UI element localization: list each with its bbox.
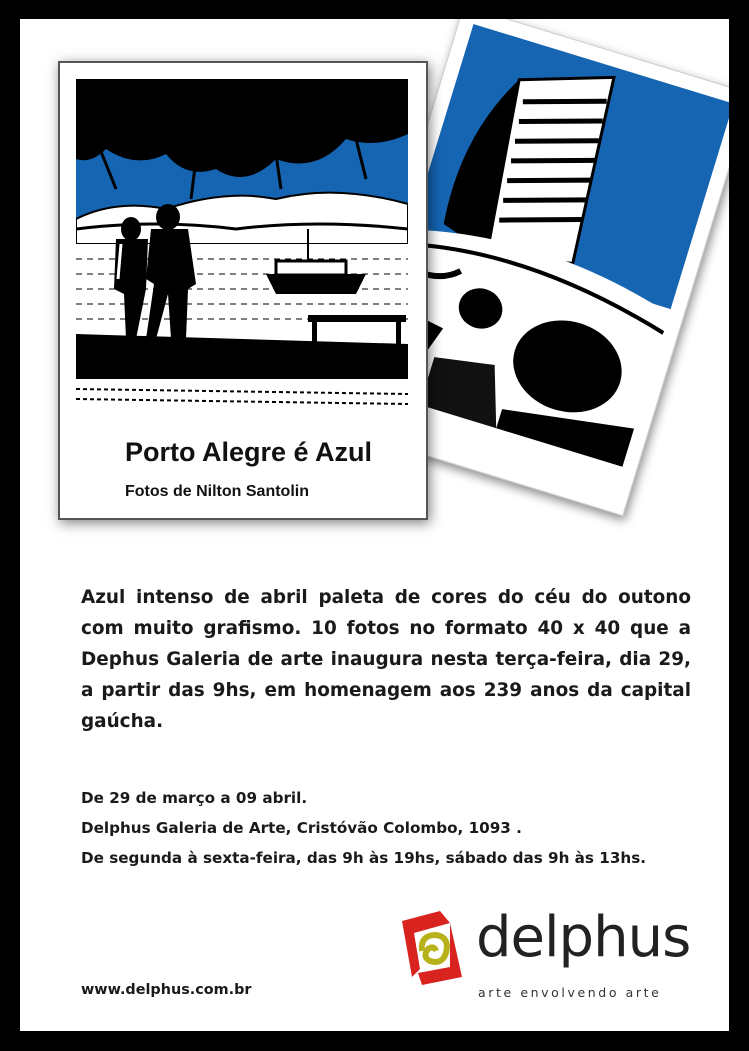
logo-tagline: arte envolvendo arte <box>478 985 662 1000</box>
event-hours: De segunda à sexta-feira, das 9h às 19hs, sábado das 9h às 13hs. <box>81 849 647 867</box>
description-paragraph: Azul intenso de abril paleta de cores do céu do outono com muito grafismo. 10 fotos no formato 40 x 40 que a Dephus Galeria de arte inaugura nesta terça-feira, dia 29, a partir das 9hs, em homenagem aos 239 anos da capital gaúcha. <box>81 587 691 732</box>
event-dates: De 29 de março a 09 abril. <box>81 789 308 807</box>
delphus-logo <box>392 907 692 1007</box>
logo-wordmark: delphus <box>476 905 691 970</box>
lake-photo-card <box>58 61 428 520</box>
event-address: Delphus Galeria de Arte, Cristóvão Colombo, 1093 . <box>81 819 522 837</box>
event-details <box>81 783 711 873</box>
photographer-credit: Fotos de Nilton Santolin <box>125 483 309 500</box>
lake-photo <box>76 79 408 411</box>
poster <box>20 19 729 1031</box>
website-link[interactable]: www.delphus.com.br <box>81 982 252 998</box>
delphus-mark-icon <box>392 907 472 989</box>
exhibition-title: Porto Alegre é Azul <box>125 437 373 467</box>
